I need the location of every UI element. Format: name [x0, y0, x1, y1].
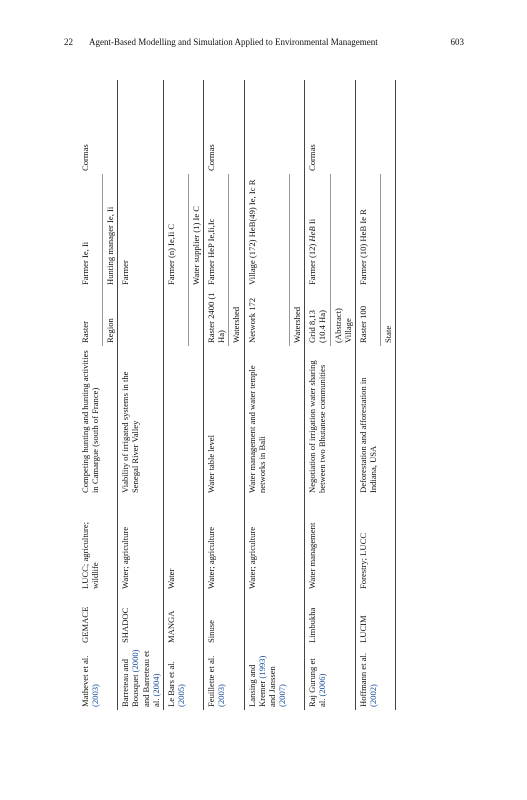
- cell-platform: [244, 80, 289, 174]
- cell-platform: Cormas: [80, 144, 90, 171]
- page-number-right: 603: [450, 37, 464, 47]
- rotated-table-region: [78, 80, 454, 710]
- ref-link[interactable]: (2000): [130, 649, 141, 673]
- table-row: [305, 80, 330, 710]
- ref-link[interactable]: (2003): [216, 684, 227, 707]
- cell-platform: [188, 80, 203, 174]
- table-row: [289, 80, 304, 710]
- ref-link[interactable]: (2005): [176, 684, 187, 707]
- cell-issue: [330, 346, 355, 496]
- cell-platform: [289, 80, 304, 174]
- cell-issue: Negotiation of irrigation water sharing between two Bhutanese communities: [305, 346, 330, 496]
- cell-reference: [102, 646, 117, 710]
- cell-issue: [163, 346, 188, 496]
- cell-reference: [330, 646, 355, 710]
- cell-space: (Abstract) Village: [330, 288, 355, 346]
- cell-space: Watershed: [229, 288, 244, 346]
- cell-space: Watershed: [289, 288, 304, 346]
- ref-link[interactable]: (2003): [90, 684, 101, 707]
- cell-reference: [163, 646, 188, 710]
- models-table: [78, 80, 396, 710]
- ref-text: Feuillette et al.: [206, 655, 217, 707]
- table-row: [355, 80, 380, 710]
- cell-space: [163, 288, 188, 346]
- ref-text: and Barreteau et al.: [140, 650, 161, 707]
- cell-issue: Competing hunting and hunting activities in Camargue (south of France): [80, 350, 101, 493]
- cell-issue: [289, 346, 304, 496]
- cell-platform: [163, 80, 188, 174]
- cell-issue: [188, 346, 203, 496]
- cell-space: Raster: [80, 321, 90, 343]
- cell-issue: Water management and water temple networks in Bali: [244, 346, 289, 496]
- cell-space: State: [380, 288, 395, 346]
- cell-agents: Farmer Ie, Ii: [80, 241, 90, 285]
- cell-domain: Water: [163, 496, 188, 592]
- cell-domain: Water; agriculture: [204, 496, 229, 592]
- ref-text: Raj Gurung et al.: [307, 658, 328, 707]
- cell-reference: [78, 646, 102, 710]
- cell-agents: Farmer (12) HeB Ii: [305, 174, 330, 288]
- cell-space: Raster 2400 (1 Ha): [204, 288, 229, 346]
- ref-text: Hoffmann et al.: [357, 652, 368, 707]
- running-title: Agent-Based Modelling and Simulation Applied to Environmental Management: [89, 37, 378, 47]
- table-row: [78, 80, 102, 710]
- table-row: [330, 80, 355, 710]
- table-row: [229, 80, 244, 710]
- cell-space: [118, 288, 164, 346]
- cell-domain: [229, 496, 244, 592]
- cell-model: [188, 592, 203, 646]
- cell-space: Grid 8,13 (10.4 Ha): [305, 288, 330, 346]
- cell-platform: Cormas: [305, 80, 330, 174]
- cell-platform: [380, 80, 395, 174]
- cell-space: Raster 100: [355, 288, 380, 346]
- ref-text: Lansing and Kremer: [246, 664, 267, 707]
- cell-issue: Water table level: [204, 346, 229, 496]
- cell-model: [244, 592, 289, 646]
- cell-agents: Farmer (10) HeB Ie R: [355, 174, 380, 288]
- cell-model: [102, 592, 117, 646]
- cell-platform: [229, 80, 244, 174]
- cell-agents: Water supplier (1) Ie C: [188, 174, 203, 288]
- cell-reference: [380, 646, 395, 710]
- cell-model: SHADOC: [118, 592, 164, 646]
- cell-agents: Farmer: [118, 174, 164, 288]
- ref-link[interactable]: (2006): [317, 673, 328, 697]
- cell-model: MANGA: [163, 592, 188, 646]
- cell-reference: [188, 646, 203, 710]
- table-row: [118, 80, 164, 710]
- cell-domain: [330, 496, 355, 592]
- cell-model: [289, 592, 304, 646]
- cell-domain: Forestry; LUCC: [355, 496, 380, 592]
- cell-reference: [204, 646, 229, 710]
- cell-agents: [330, 174, 355, 288]
- cell-issue: [229, 346, 244, 496]
- page-number-left: 22: [64, 37, 73, 47]
- cell-agents: Farmer (n) Ie,Ii C: [163, 174, 188, 288]
- cell-model: Sinuse: [204, 592, 229, 646]
- cell-domain: [188, 496, 203, 592]
- table-row: [244, 80, 289, 710]
- ref-link[interactable]: (2007): [277, 684, 288, 707]
- cell-issue: [380, 346, 395, 496]
- cell-domain: [289, 496, 304, 592]
- cell-domain: LUCC; agriculture; wildlife: [80, 521, 101, 589]
- cell-domain: Water; agriculture: [118, 496, 164, 592]
- cell-domain: Water; agriculture: [244, 496, 289, 592]
- cell-issue: Viability of irrigated systems in the Senegal River Valley: [118, 346, 164, 496]
- table-row: [188, 80, 203, 710]
- cell-domain: [102, 496, 117, 592]
- cell-space: [188, 288, 203, 346]
- ref-link[interactable]: (2002): [368, 684, 379, 707]
- cell-agents: [380, 174, 395, 288]
- cell-domain: Water management: [305, 496, 330, 592]
- cell-reference: [229, 646, 244, 710]
- ref-text: and Janssen: [267, 666, 278, 707]
- cell-model: Limbukha: [305, 592, 330, 646]
- cell-issue: Deforestation and afforestation in Indiana, USA: [355, 346, 380, 496]
- cell-platform: Cormas: [204, 80, 229, 174]
- cell-reference: [118, 646, 164, 710]
- ref-text: Barreteau and Bousquet: [120, 659, 141, 707]
- cell-reference: [244, 646, 289, 710]
- cell-domain: [380, 496, 395, 592]
- ref-text: Mathevet et al.: [80, 655, 90, 707]
- cell-agents: [229, 174, 244, 288]
- cell-space: Network 172: [244, 288, 289, 346]
- table-row: [102, 80, 117, 710]
- cell-platform: [118, 80, 164, 174]
- cell-platform: [102, 80, 117, 174]
- cell-space: Region: [102, 288, 117, 346]
- ref-text: Le Bars et al.: [165, 661, 176, 707]
- cell-model: [229, 592, 244, 646]
- cell-model: [380, 592, 395, 646]
- cell-platform: [330, 80, 355, 174]
- cell-reference: [289, 646, 304, 710]
- cell-model: [330, 592, 355, 646]
- cell-model: LUCIM: [355, 592, 380, 646]
- table-row: [380, 80, 395, 710]
- cell-agents: Hunting manager Ie, Ii: [102, 174, 117, 288]
- table-row: [204, 80, 229, 710]
- cell-issue: [102, 346, 117, 496]
- cell-platform: [355, 80, 380, 174]
- ref-link[interactable]: (2004): [150, 673, 161, 697]
- cell-agents: Village (172) HeB(49) Ie, Ic R: [244, 174, 289, 288]
- cell-reference: [355, 646, 380, 710]
- cell-agents: Farmer HeP Ie,Ii,Ic: [204, 174, 229, 288]
- cell-reference: [305, 646, 330, 710]
- ref-link[interactable]: (1993): [256, 655, 267, 679]
- cell-model: GEMACE: [80, 606, 90, 643]
- table-row: [163, 80, 188, 710]
- cell-agents: [289, 174, 304, 288]
